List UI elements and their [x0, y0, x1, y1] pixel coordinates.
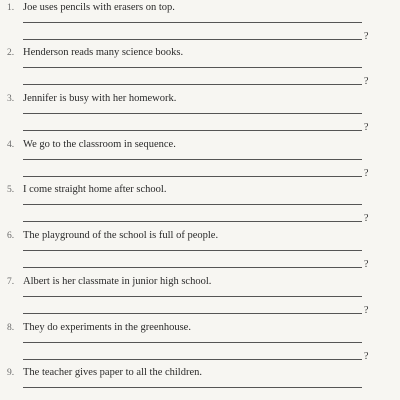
answer-line[interactable]	[23, 359, 362, 360]
exercise-item-9	[0, 367, 400, 400]
item-sentence: I come straight home after school.	[23, 184, 167, 195]
item-number: 2.	[7, 48, 15, 58]
question-mark: ?	[364, 259, 369, 270]
item-number: 6.	[7, 231, 15, 241]
item-sentence: Henderson reads many science books.	[23, 47, 184, 58]
question-mark: ?	[364, 76, 369, 87]
answer-line[interactable]	[23, 159, 362, 160]
exercise-item-2	[0, 47, 400, 93]
question-mark: ?	[364, 305, 369, 316]
answer-line[interactable]	[23, 39, 362, 40]
answer-line[interactable]	[23, 113, 362, 114]
item-number: 1.	[7, 3, 15, 13]
item-sentence: We go to the classroom in sequence.	[23, 139, 176, 150]
item-number: 5.	[7, 185, 15, 195]
exercise-item-3	[0, 93, 400, 139]
answer-line[interactable]	[23, 296, 362, 297]
question-mark: ?	[364, 213, 369, 224]
exercise-item-8	[0, 322, 400, 368]
item-number: 7.	[7, 277, 15, 287]
answer-line[interactable]	[23, 22, 362, 23]
question-mark: ?	[364, 168, 369, 179]
answer-line[interactable]	[23, 221, 362, 222]
item-sentence: The teacher gives paper to all the children.	[23, 367, 203, 378]
answer-line[interactable]	[23, 313, 362, 314]
answer-line[interactable]	[23, 387, 362, 388]
item-sentence: The playground of the school is full of people.	[23, 230, 219, 241]
item-number: 3.	[7, 94, 15, 104]
exercise-item-5	[0, 184, 400, 230]
question-mark: ?	[364, 122, 369, 133]
question-mark: ?	[364, 31, 369, 42]
exercise-item-7	[0, 276, 400, 322]
item-sentence: Albert is her classmate in junior high school.	[23, 276, 212, 287]
answer-line[interactable]	[23, 267, 362, 268]
answer-line[interactable]	[23, 84, 362, 85]
answer-line[interactable]	[23, 250, 362, 251]
item-number: 8.	[7, 323, 15, 333]
question-mark: ?	[364, 351, 369, 362]
item-sentence: Joe uses pencils with erasers on top.	[23, 2, 175, 13]
answer-line[interactable]	[23, 67, 362, 68]
exercise-item-4	[0, 139, 400, 185]
exercise-item-1	[0, 2, 400, 48]
answer-line[interactable]	[23, 176, 362, 177]
answer-line[interactable]	[23, 342, 362, 343]
item-sentence: They do experiments in the greenhouse.	[23, 322, 191, 333]
item-sentence: Jennifer is busy with her homework.	[23, 93, 177, 104]
item-number: 9.	[7, 368, 15, 378]
exercise-item-6	[0, 230, 400, 276]
item-number: 4.	[7, 140, 15, 150]
answer-line[interactable]	[23, 204, 362, 205]
answer-line[interactable]	[23, 130, 362, 131]
